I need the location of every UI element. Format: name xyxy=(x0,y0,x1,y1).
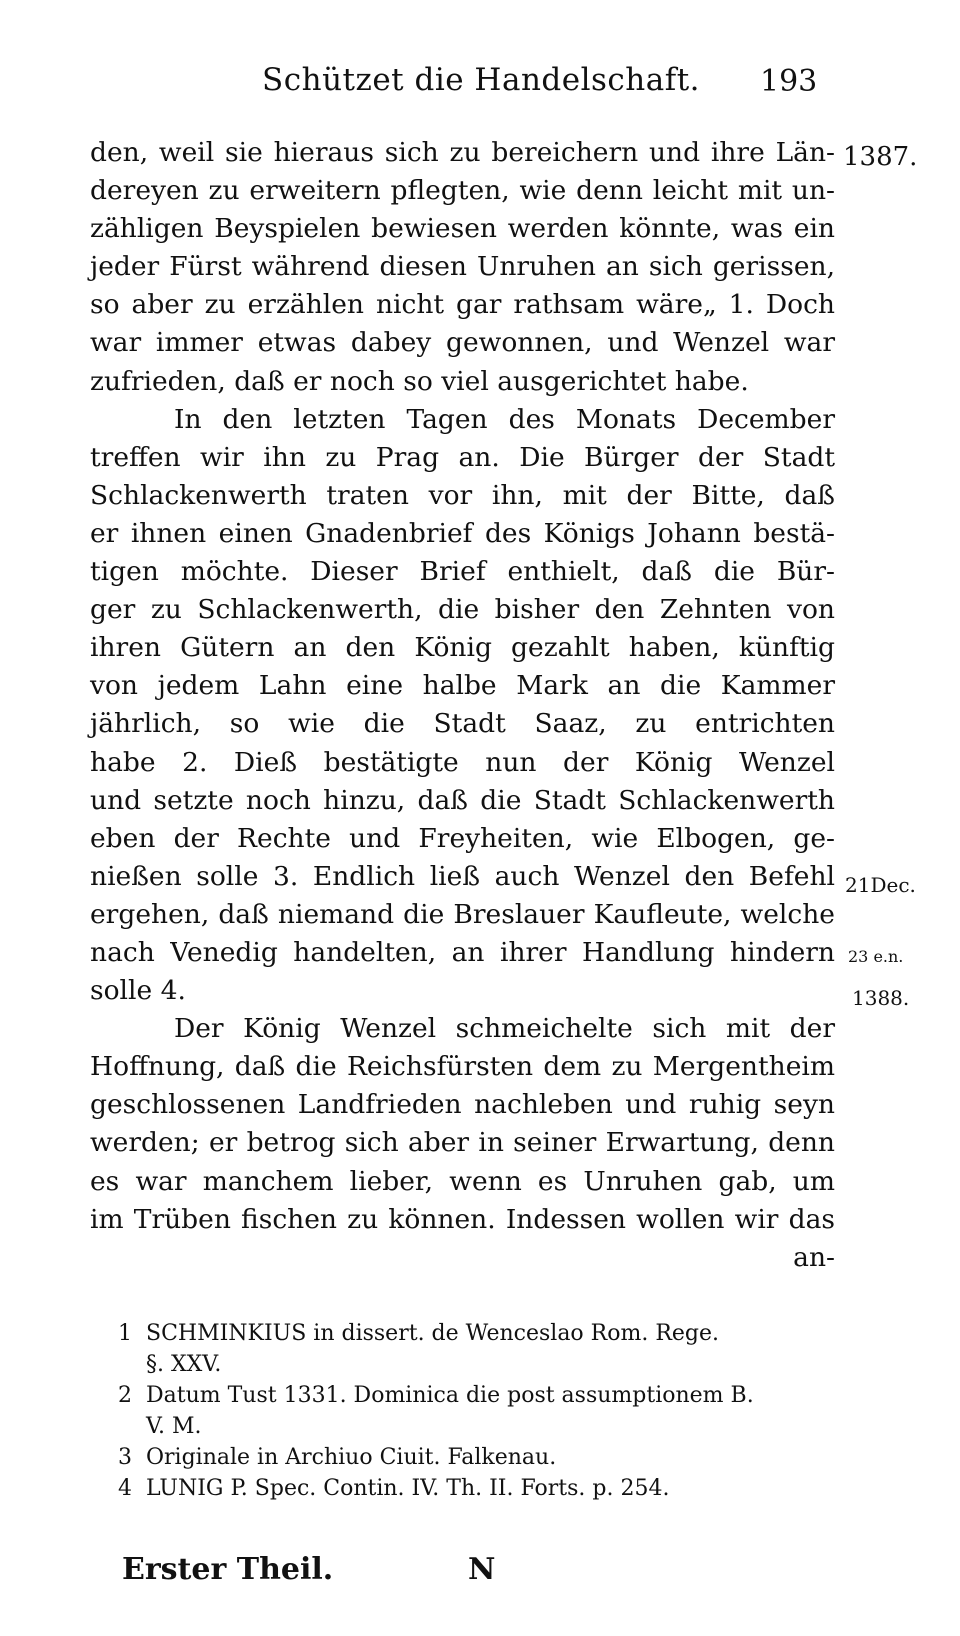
text-line: dereyen zu erweitern pflegten, wie denn leicht mit un- xyxy=(90,175,835,207)
margin-note-year: 1387. xyxy=(843,142,918,172)
body-text xyxy=(90,134,835,1277)
text-line: und setzte noch hinzu, daß die Stadt Schlackenwerth xyxy=(90,784,835,816)
text-line: von jedem Lahn eine halbe Mark an die Kammer xyxy=(90,670,835,702)
margin-note-year: 1388. xyxy=(852,986,910,1010)
text-line: Hoffnung, daß die Reichsfürsten dem zu Mergentheim xyxy=(90,1051,835,1083)
signature-line: Erster Theil. xyxy=(122,1552,334,1587)
running-head: Schützet die Handelschaft. xyxy=(262,62,701,98)
text-line: habe 2. Dieß bestätigte nun der König Wenzel xyxy=(90,746,835,778)
footnote xyxy=(118,1442,848,1473)
footnote-text: SCHMINKIUS in dissert. de Wenceslao Rom. Rege. xyxy=(146,1321,720,1346)
text-line: ergehen, daß niemand die Breslauer Kaufleute, welche xyxy=(90,898,835,930)
text-line: ger zu Schlackenwerth, die bisher den Zehnten von xyxy=(90,594,835,626)
text-line: werden; er betrog sich aber in seiner Erwartung, denn xyxy=(90,1127,835,1159)
text-line: Schlackenwerth traten vor ihn, mit der Bitte, daß xyxy=(90,479,835,511)
text-line: den, weil sie hieraus sich zu bereichern und ihre Län- xyxy=(90,137,835,168)
text-line: jeder Fürst während diesen Unruhen an sich gerissen, xyxy=(90,251,835,283)
footnote-number: 4 xyxy=(118,1476,132,1501)
signature-mark: N xyxy=(468,1552,496,1587)
text-line: solle 4. xyxy=(90,975,186,1007)
text-line: zufrieden, daß er noch so viel ausgerichtet habe. xyxy=(90,365,749,397)
footnote-continuation: V. M. xyxy=(146,1414,202,1439)
text-line: In den letzten Tagen des Monats December xyxy=(174,403,835,435)
text-line: zähligen Beyspielen bewiesen werden könnte, was ein xyxy=(90,213,835,245)
footnote-number: 1 xyxy=(118,1321,132,1346)
text-line: ihren Gütern an den König gezahlt haben, künftig xyxy=(90,632,835,664)
margin-note-date: 23 e.n. xyxy=(848,947,904,966)
text-line: geschlossenen Landfrieden nachleben und ruhig seyn xyxy=(90,1089,835,1121)
text-line: er ihnen einen Gnadenbrief des Königs Johann bestä- xyxy=(90,517,835,549)
text-line: im Trüben fischen zu können. Indessen wollen wir das xyxy=(90,1203,835,1235)
catchword: an- xyxy=(793,1241,835,1273)
text-line: jährlich, so wie die Stadt Saaz, zu entrichten xyxy=(90,708,835,740)
page-header xyxy=(0,62,960,112)
footnotes xyxy=(118,1318,848,1504)
text-line: nießen solle 3. Endlich ließ auch Wenzel den Befehl xyxy=(90,860,835,892)
page-footer xyxy=(122,1552,822,1602)
text-line: so aber zu erzählen nicht gar rathsam wäre„ 1. Doch xyxy=(90,289,835,321)
text-line: tigen möchte. Dieser Brief enthielt, daß die Bür- xyxy=(90,556,835,588)
footnote-text: LUNIG P. Spec. Contin. IV. Th. II. Forts. p. 254. xyxy=(146,1476,670,1501)
footnote-text: Datum Tust 1331. Dominica die post assumptionem B. xyxy=(146,1383,754,1408)
footnote-continuation: §. XXV. xyxy=(146,1352,222,1377)
text-line: treffen wir ihn zu Prag an. Die Bürger der Stadt xyxy=(90,441,835,473)
footnote-number: 2 xyxy=(118,1383,132,1408)
margin-note-date: 21Dec. xyxy=(845,873,916,897)
text-line: nach Venedig handelten, an ihrer Handlung hindern xyxy=(90,936,835,968)
footnote xyxy=(118,1318,848,1349)
footnote xyxy=(118,1473,848,1504)
text-line: Der König Wenzel schmeichelte sich mit der xyxy=(174,1013,835,1045)
footnote-text: Originale in Archiuo Ciuit. Falkenau. xyxy=(146,1445,557,1470)
text-line: es war manchem lieber, wenn es Unruhen gab, um xyxy=(90,1165,835,1197)
text-line: eben der Rechte und Freyheiten, wie Elbogen, ge- xyxy=(90,822,835,854)
footnote xyxy=(118,1380,848,1411)
page-number: 193 xyxy=(760,64,818,99)
footnote-number: 3 xyxy=(118,1445,132,1470)
text-line: war immer etwas dabey gewonnen, und Wenzel war xyxy=(90,327,835,359)
